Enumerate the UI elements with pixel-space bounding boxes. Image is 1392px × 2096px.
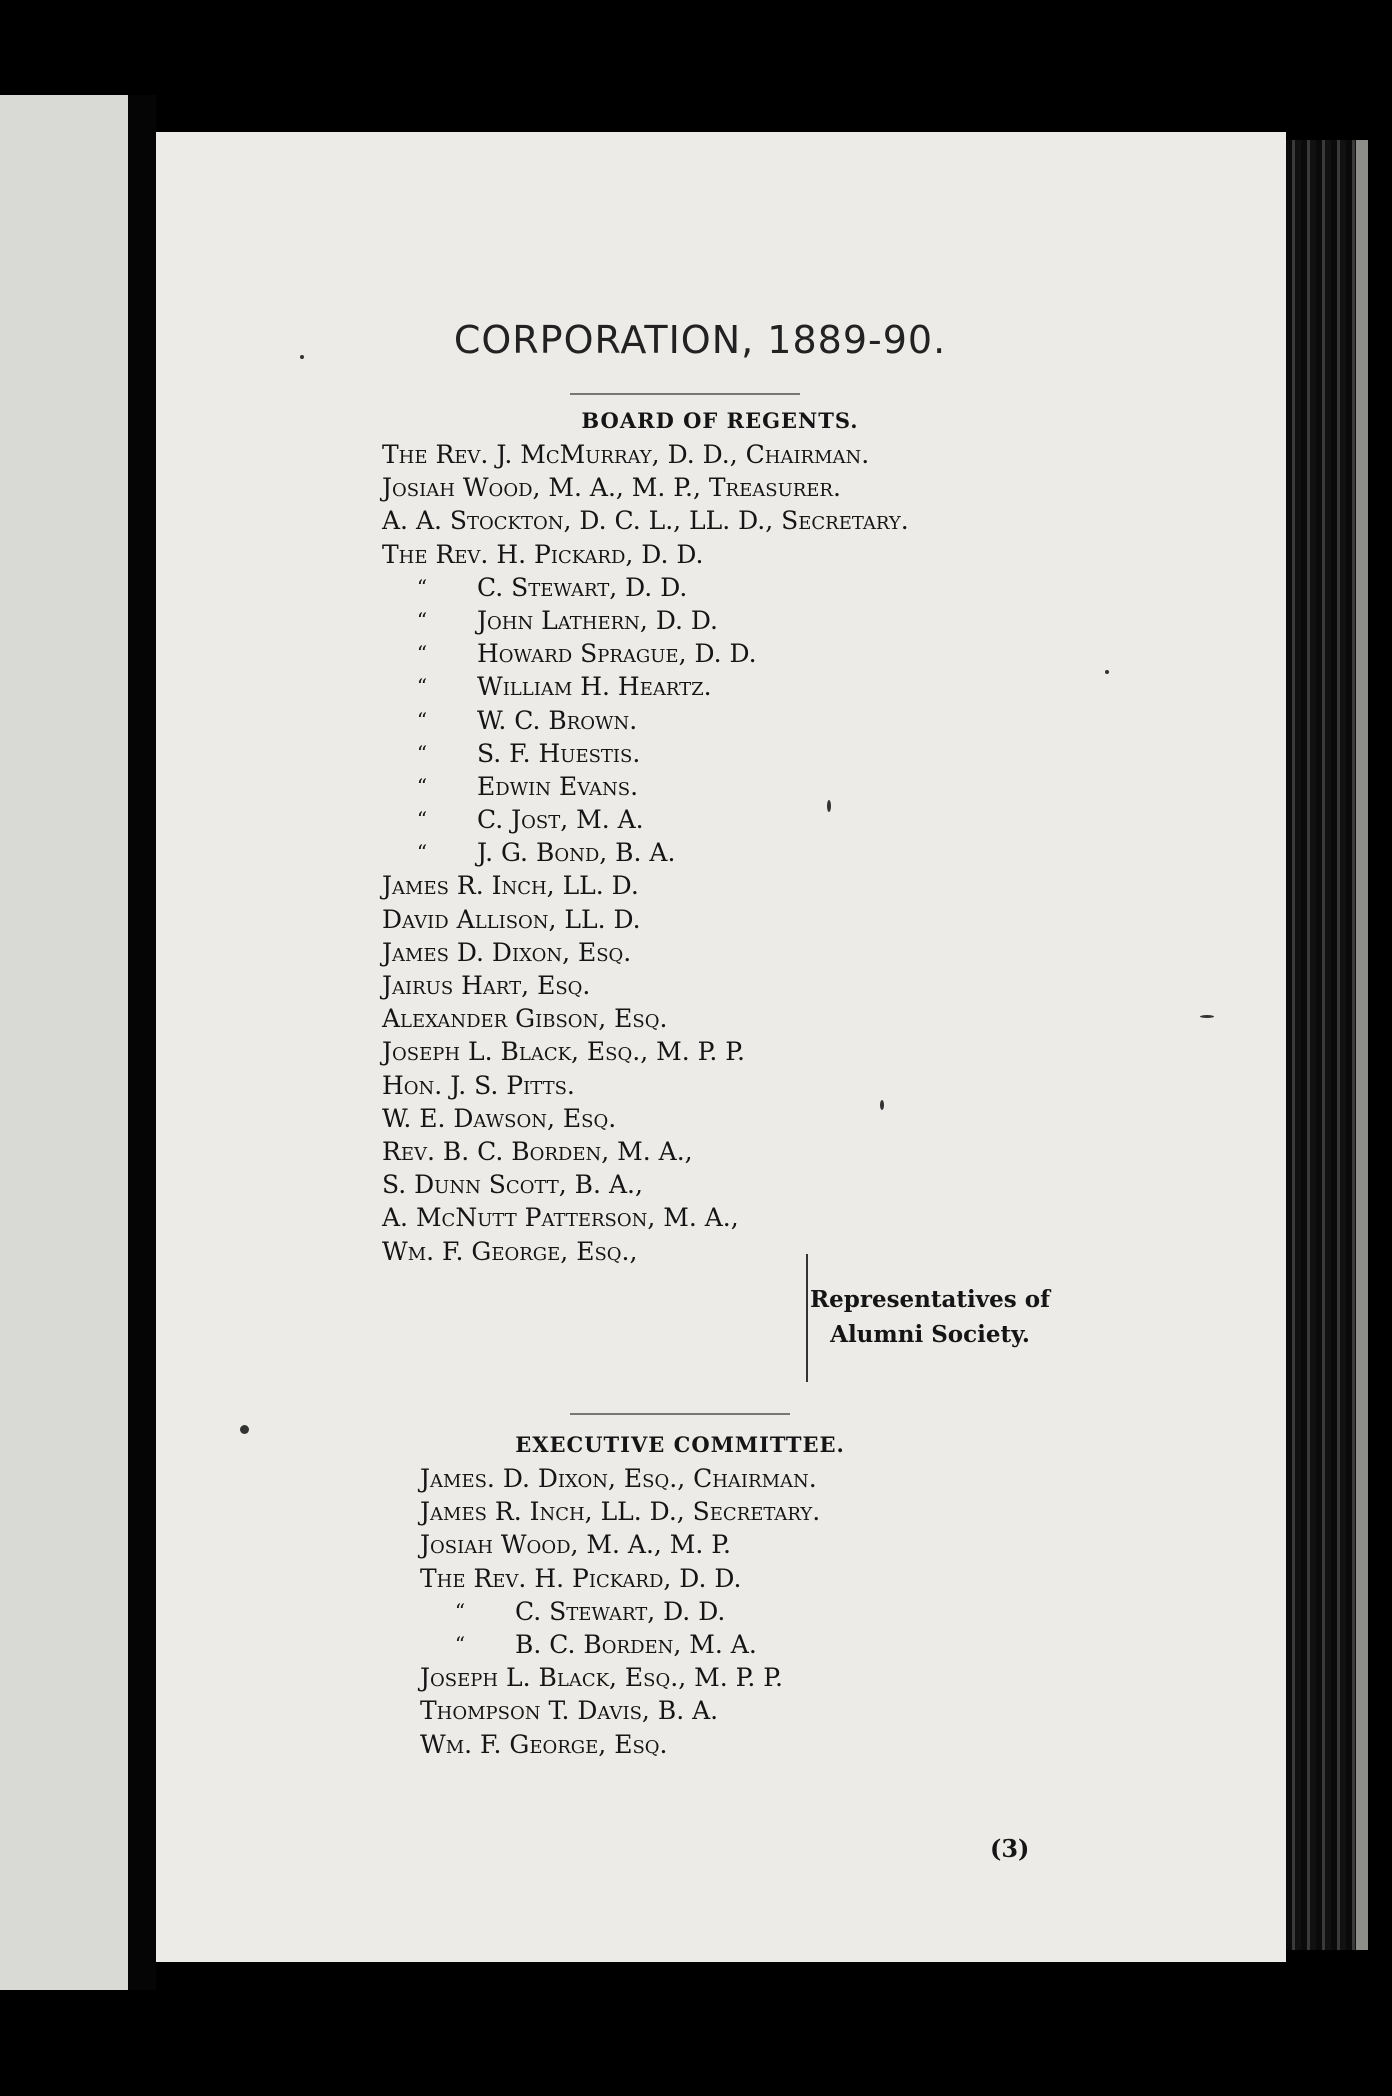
- ditto-mark: “: [416, 807, 428, 832]
- member-name: The Rev. H. Pickard, D. D.: [420, 1563, 742, 1593]
- list-item: [382, 869, 1062, 902]
- cover-edge: [1356, 140, 1368, 1950]
- page-number: (3): [990, 1834, 1030, 1863]
- member-name: James R. Inch, LL. D.: [382, 871, 639, 901]
- ditto-mark: “: [416, 840, 428, 865]
- section-rule: [570, 1413, 790, 1415]
- member-name: Thompson T. Davis, B. A.: [420, 1696, 719, 1726]
- member-name: S. F. Huestis.: [477, 738, 641, 768]
- list-item: [382, 1102, 1062, 1135]
- list-item: [420, 1628, 1040, 1661]
- list-item: [420, 1595, 1040, 1628]
- member-name: J. G. Bond, B. A.: [477, 838, 676, 868]
- list-item: [382, 1201, 1062, 1234]
- list-item: [382, 438, 1062, 471]
- member-name: Wm. F. George, Esq.: [420, 1729, 668, 1759]
- member-name: Edwin Evans.: [477, 771, 639, 801]
- member-name: C. Stewart, D. D.: [515, 1596, 726, 1626]
- list-item: [420, 1528, 1040, 1561]
- title-rule: [570, 393, 800, 395]
- ditto-mark: “: [416, 707, 428, 732]
- list-item: [382, 1069, 1062, 1102]
- member-name: C. Jost, M. A.: [477, 805, 644, 835]
- list-item: [382, 1002, 1062, 1035]
- list-item: [382, 1235, 1062, 1268]
- list-item: [420, 1495, 1040, 1528]
- list-item: [382, 538, 1062, 571]
- ditto-mark: “: [454, 1598, 466, 1623]
- member-name: William H. Heartz.: [477, 672, 712, 702]
- page-title: CORPORATION, 1889-90.: [453, 318, 947, 362]
- executive-heading: EXECUTIVE COMMITTEE.: [515, 1432, 845, 1457]
- paper-speck: [1105, 670, 1109, 674]
- list-item: [382, 704, 1062, 737]
- facing-page-edge: [0, 95, 128, 1990]
- list-item: [382, 770, 1062, 803]
- list-item: [420, 1661, 1040, 1694]
- list-item: [420, 1562, 1040, 1595]
- member-name: Rev. B. C. Borden, M. A.,: [382, 1136, 693, 1166]
- member-name: A. A. Stockton, D. C. L., LL. D., Secretary.: [382, 506, 909, 536]
- list-item: [420, 1462, 1040, 1495]
- list-item: [420, 1694, 1040, 1727]
- list-item: [382, 604, 1062, 637]
- member-name: A. McNutt Patterson, M. A.,: [382, 1203, 739, 1233]
- list-item: [382, 903, 1062, 936]
- list-item: [382, 936, 1062, 969]
- executive-committee-list: [420, 1462, 1040, 1761]
- ditto-mark: “: [416, 740, 428, 765]
- member-name: Wm. F. George, Esq.,: [382, 1236, 638, 1266]
- list-item: [382, 737, 1062, 770]
- member-name: David Allison, LL. D.: [382, 904, 641, 934]
- list-item: [382, 803, 1062, 836]
- list-item: [382, 504, 1062, 537]
- alumni-note: Representatives of Alumni Society.: [810, 1286, 1050, 1348]
- ditto-mark: “: [416, 773, 428, 798]
- list-item: [420, 1728, 1040, 1761]
- ditto-mark: “: [416, 641, 428, 666]
- page-stack-edges: [1286, 140, 1356, 1950]
- member-name: B. C. Borden, M. A.: [515, 1629, 757, 1659]
- list-item: [382, 1035, 1062, 1068]
- list-item: [382, 571, 1062, 604]
- member-name: Hon. J. S. Pitts.: [382, 1070, 575, 1100]
- member-name: The Rev. H. Pickard, D. D.: [382, 539, 704, 569]
- member-name: Howard Sprague, D. D.: [477, 639, 757, 669]
- member-name: Jairus Hart, Esq.: [382, 971, 591, 1000]
- board-heading: BOARD OF REGENTS.: [581, 408, 859, 433]
- list-item: [382, 836, 1062, 869]
- member-name: James. D. Dixon, Esq., Chairman.: [420, 1464, 817, 1493]
- member-name: C. Stewart, D. D.: [477, 572, 688, 602]
- list-item: [382, 471, 1062, 504]
- member-name: Joseph L. Black, Esq., M. P. P.: [420, 1663, 783, 1693]
- paper-speck: [240, 1425, 249, 1434]
- list-item: [382, 969, 1062, 1002]
- member-name: Josiah Wood, M. A., M. P., Treasurer.: [382, 473, 841, 503]
- ditto-mark: “: [454, 1631, 466, 1656]
- board-of-regents-list: [382, 438, 1062, 1268]
- book-gutter: [128, 95, 156, 1990]
- member-name: James D. Dixon, Esq.: [382, 937, 632, 967]
- member-name: The Rev. J. McMurray, D. D., Chairman.: [382, 440, 870, 469]
- member-name: Alexander Gibson, Esq.: [382, 1004, 668, 1034]
- list-item: [382, 637, 1062, 670]
- member-name: James R. Inch, LL. D., Secretary.: [420, 1497, 821, 1527]
- list-item: [382, 1135, 1062, 1168]
- list-item: [382, 1168, 1062, 1201]
- list-item: [382, 670, 1062, 703]
- member-name: Joseph L. Black, Esq., M. P. P.: [382, 1037, 745, 1067]
- paper-speck: [1200, 1015, 1214, 1018]
- ditto-mark: “: [416, 607, 428, 632]
- member-name: Josiah Wood, M. A., M. P.: [420, 1530, 731, 1560]
- member-name: John Lathern, D. D.: [477, 605, 718, 635]
- ditto-mark: “: [416, 674, 428, 699]
- member-name: W. E. Dawson, Esq.: [382, 1103, 617, 1133]
- ditto-mark: “: [416, 574, 428, 599]
- member-name: W. C. Brown.: [477, 705, 638, 735]
- member-name: S. Dunn Scott, B. A.,: [382, 1170, 643, 1200]
